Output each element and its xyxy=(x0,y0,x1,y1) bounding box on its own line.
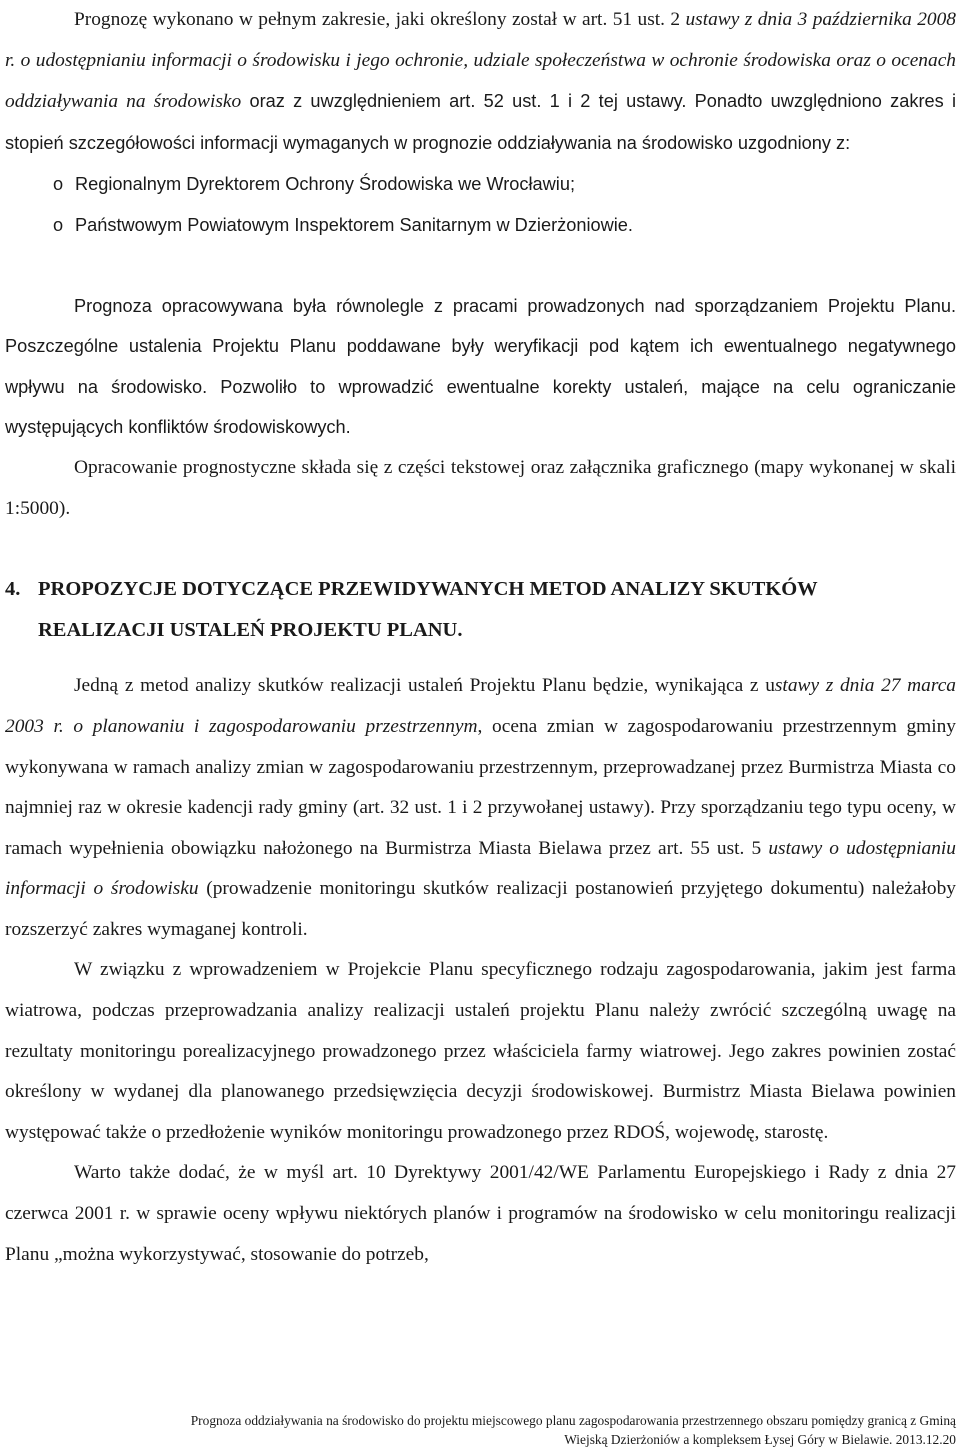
agreement-list xyxy=(5,164,956,245)
section-number: 4. xyxy=(5,578,21,601)
paragraph-directive: Warto także dodać, że w myśl art. 10 Dyrektywy 2001/42/WE Parlamentu Europejskiego i Rady z dnia 27 czerwca 2001 r. w sprawie oceny wpływu niektórych planów i programów na środowisko w celu monitoringu realizacji Planu „można wykorzystywać, stosowanie do potrzeb, xyxy=(5,1162,956,1265)
text-run: Jedną z metod analizy skutków realizacji ustaleń Projektu Planu będzie, wynikająca z u xyxy=(74,675,775,697)
list-item-text: Państwowym Powiatowym Inspektorem Sanitarnym w Dzierżoniowie. xyxy=(75,214,633,235)
page-footer xyxy=(5,1411,956,1449)
spacer xyxy=(5,246,956,286)
list-item xyxy=(53,205,956,246)
list-item xyxy=(53,164,956,205)
paragraph-parallel-work: Prognoza opracowywana była równolegle z pracami prowadzonych nad sporządzaniem Projektu Planu. Poszczególne ustalenia Projektu Planu poddawane były weryfikacji pod kątem ich ewentualnego negatywnego wpływu na środowisko. Pozwoliło to wprowadzić ewentualne korekty ustaleń, mające na celu ograniczanie występujących konfliktów środowiskowych. xyxy=(5,295,956,438)
footer-line: Wiejską Dzierżoniów a kompleksem Łysej Góry w Bielawie. 2013.12.20 xyxy=(564,1432,956,1447)
italic-law-title: ustawy z dnia 3 października 2008 r. o udostępnianiu informacji o środowisku i jego ochronie, udziale społeczeństwa w ochronie środowiska oraz o ocenach oddziaływania na środowisko xyxy=(5,9,956,113)
section-heading xyxy=(5,569,956,650)
italic-law-title: ustawy o udostępnianiu informacji o środowisku xyxy=(5,837,956,900)
spacer xyxy=(5,529,956,569)
text-run: , ocena zmian w zagospodarowaniu przestrzennym gminy wykonywana w ramach analizy zmian w zagospodarowaniu przestrzennym, przeprowadzanej przez Burmistrza Miasta co najmniej raz w okresie kadencji rady gminy (art. 32 ust. 1 i 2 przywołanej ustawy). Przy sporządzaniu tego typu oceny, w ramach wypełnienia obowiązku nałożonego na Burmistrza Miasta Bielawa przez art. 55 ust. 5 xyxy=(5,715,956,859)
bullet-marker: o xyxy=(53,214,64,235)
paragraph-scope xyxy=(5,0,956,164)
bullet-marker: o xyxy=(53,174,64,195)
paragraph-analysis-method xyxy=(5,666,956,950)
text-run: oraz z uwzględnieniem art. 52 ust. 1 i 2 tej ustawy. Ponadto uwzględniono zakres i stopień szczegółowości informacji wymaganych w prognozie oddziaływania na środowisko uzgodniony z: xyxy=(5,91,956,153)
section-title-line2: REALIZACJI USTALEŃ PROJEKTU PLANU. xyxy=(38,618,463,641)
text-run: (prowadzenie monitoringu skutków realizacji postanowień przyjętego dokumentu) należałoby rozszerzyć zakres wymaganej kontroli. xyxy=(5,878,956,940)
spacer xyxy=(5,650,956,666)
italic-law-title: stawy z dnia 27 marca 2003 r. o planowaniu i zagospodarowaniu przestrzennym xyxy=(5,675,956,737)
document-page xyxy=(5,0,956,1275)
list-item-text: Regionalnym Dyrektorem Ochrony Środowiska we Wrocławiu; xyxy=(75,174,575,195)
paragraph-composition: Opracowanie prognostyczne składa się z części tekstowej oraz załącznika graficznego (mapy wykonanej w skali 1:5000). xyxy=(5,456,956,519)
text-run: Prognozę wykonano w pełnym zakresie, jaki określony został w art. 51 ust. 2 xyxy=(74,9,686,30)
footer-line: Prognoza oddziaływania na środowisko do projektu miejscowego planu zagospodarowania przestrzennego obszaru pomiędzy granicą z Gminą xyxy=(190,1413,956,1428)
paragraph-wind-farm: W związku z wprowadzeniem w Projekcie Planu specyficznego rodzaju zagospodarowania, jakim jest farma wiatrowa, podczas przeprowadzania analizy realizacji ustaleń projektu Planu należy zwrócić szczególną uwagę na rezultaty monitoringu porealizacyjnego prowadzonego przez właściciela farmy wiatrowej. Jego zakres powinien zostać określony w wydanej dla planowanego przedsięwzięcia decyzji środowiskowej. Burmistrz Miasta Bielawa powinien występować także o przedłożenie wyników monitoringu prowadzonego przez RDOŚ, wojewodę, starostę. xyxy=(5,959,956,1143)
section-title-line1: PROPOZYCJE DOTYCZĄCE PRZEWIDYWANYCH METOD ANALIZY SKUTKÓW xyxy=(38,578,818,601)
